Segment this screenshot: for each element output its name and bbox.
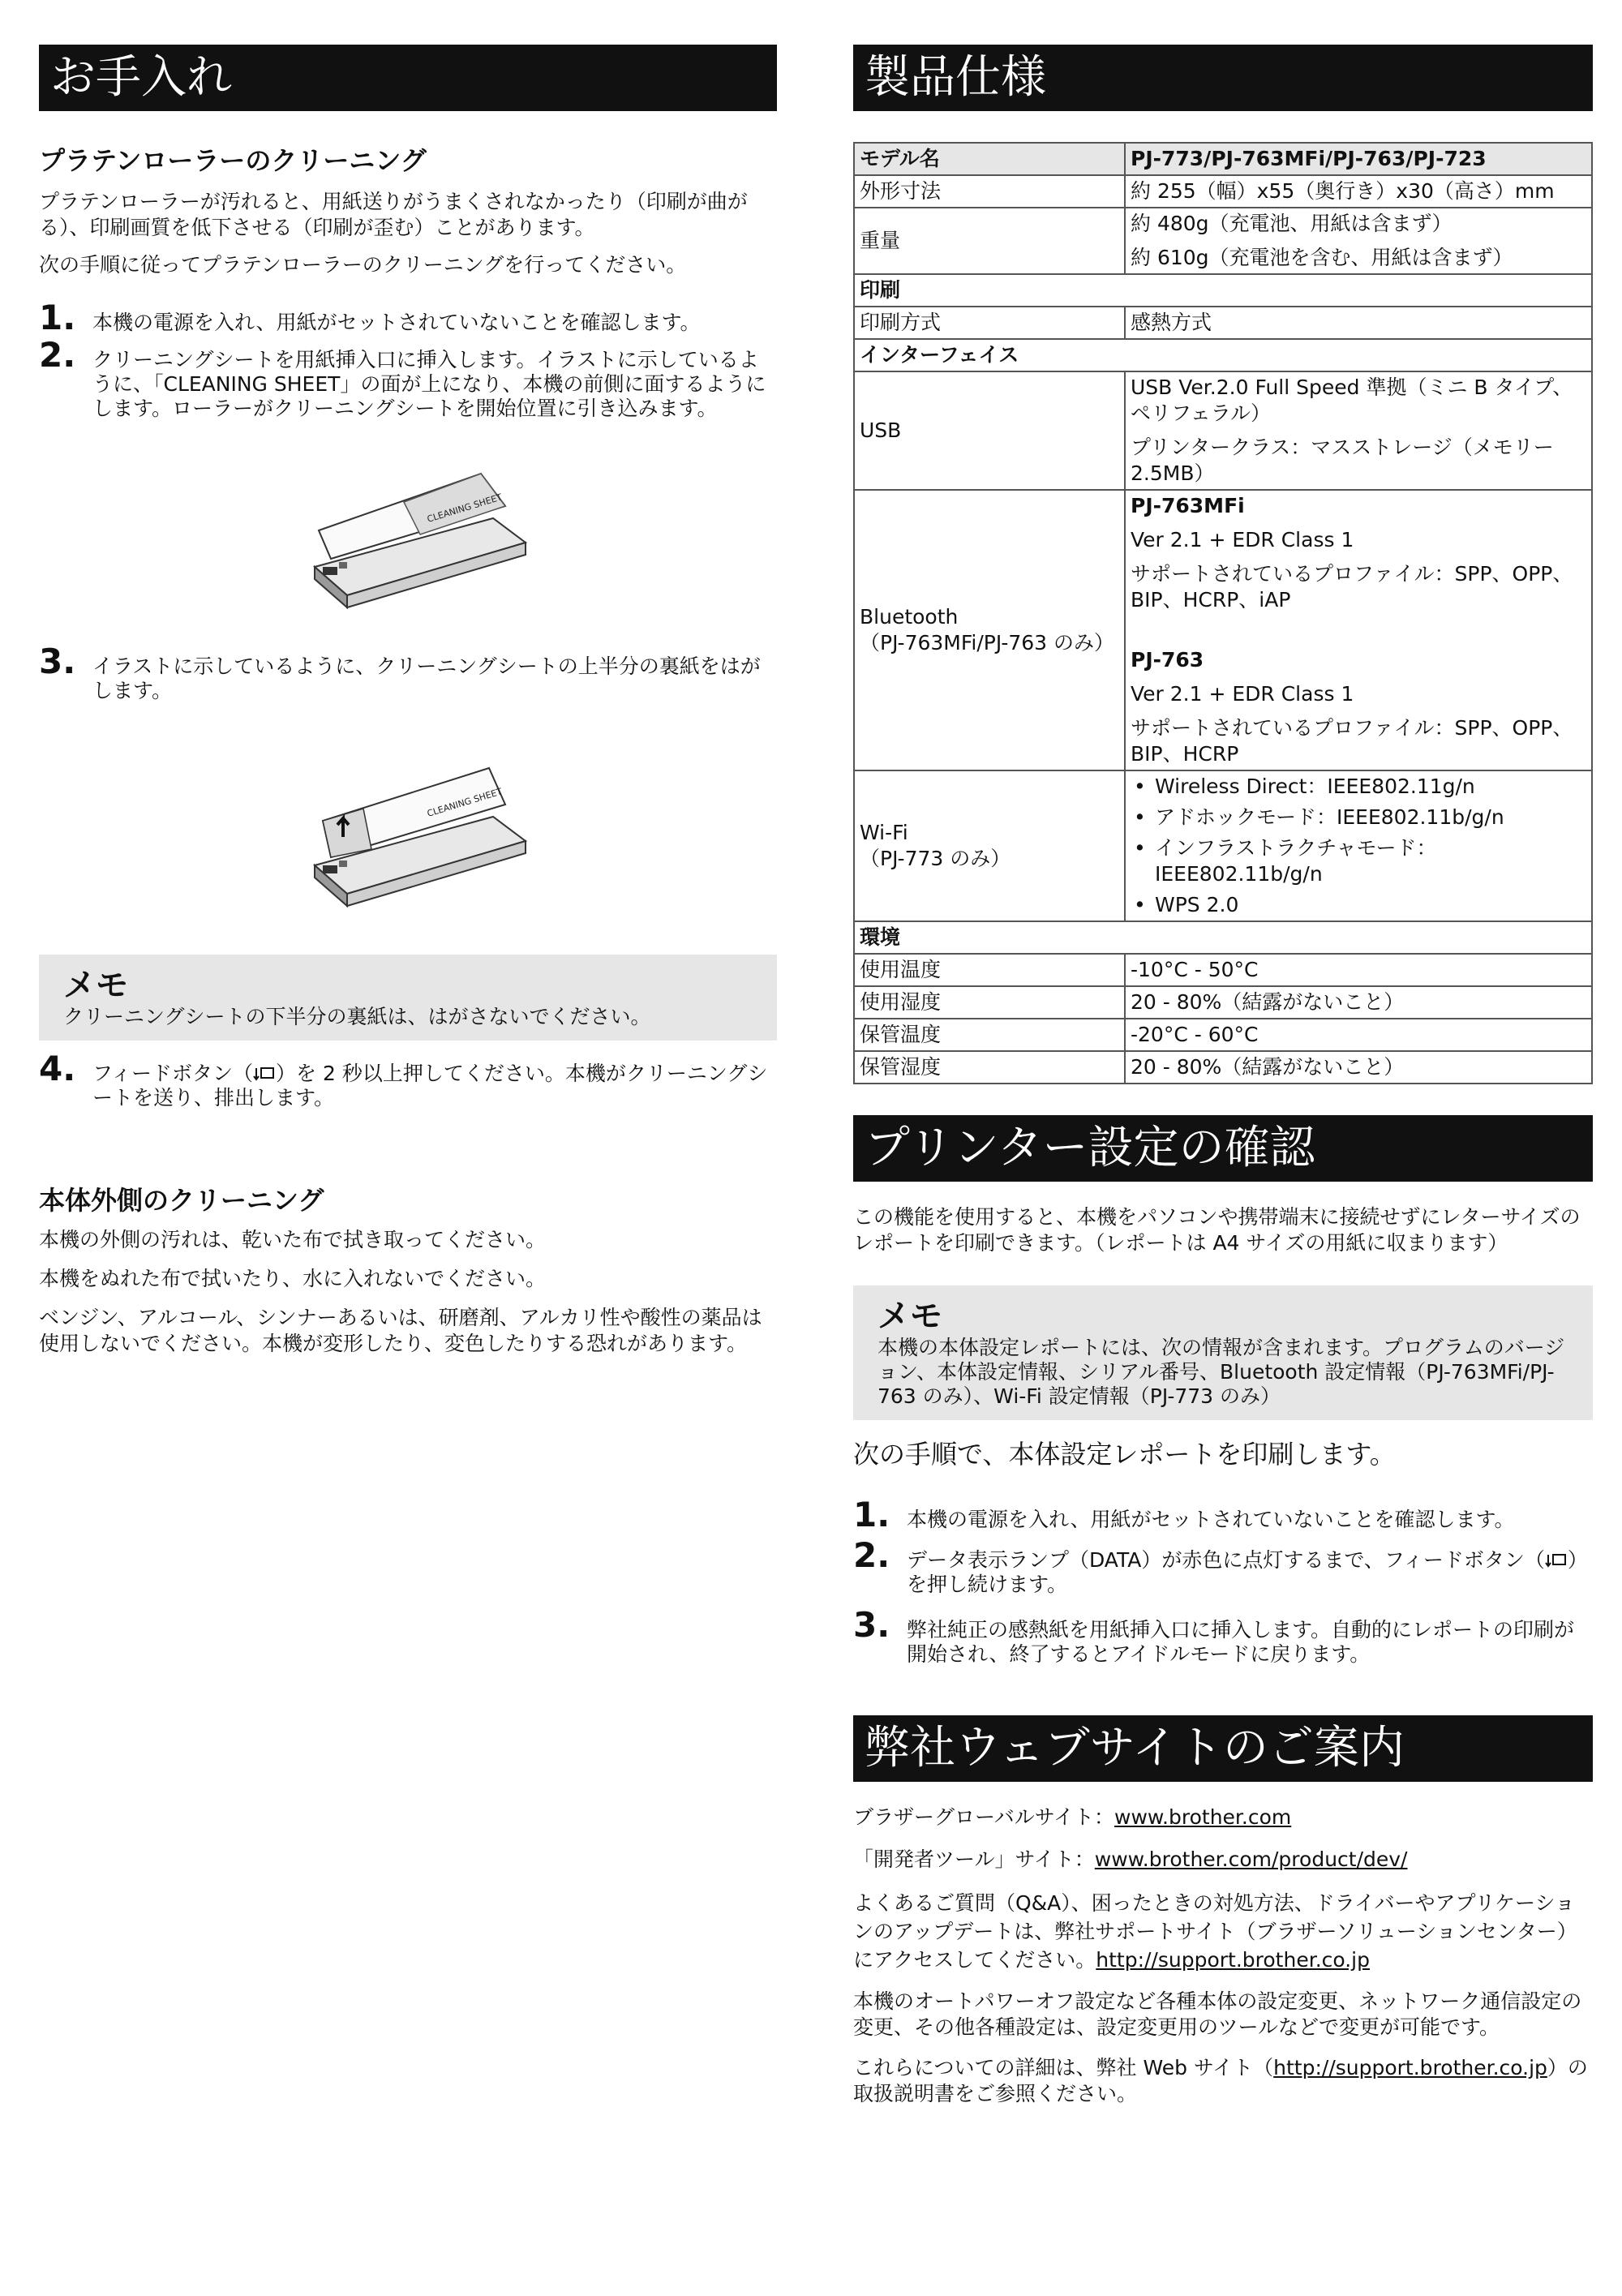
spec-label: 使用温度: [854, 954, 1125, 986]
wifi-label-note: （PJ-773 のみ）: [860, 847, 1011, 870]
memo-box-settings: [853, 1285, 1593, 1420]
list-item: • Wireless Direct：IEEE802.11g/n: [1131, 774, 1586, 800]
weight-value-1: 約 480g（充電池、用紙は含まず）: [1131, 212, 1453, 235]
printer-peel-sheet-image: [307, 760, 542, 922]
spec-value: [1125, 770, 1592, 921]
step-text: 本機の電源を入れ、用紙がセットされていないことを確認します。: [92, 311, 701, 334]
spec-value: [1125, 208, 1592, 274]
details-text-b: ）の取扱説明書をご参照ください。: [853, 2056, 1588, 2105]
body-cleaning-heading: 本体外側のクリーニング: [39, 1185, 324, 1216]
section-title-maintenance: お手入れ: [39, 45, 777, 111]
platen-instruction: 次の手順に従ってプラテンローラーのクリーニングを行ってください。: [39, 253, 687, 277]
feed-button-icon: [1545, 1551, 1568, 1569]
dev-site-link[interactable]: www.brother.com/product/dev/: [1094, 1848, 1408, 1871]
usb-value-2: プリンタークラス：マスストレージ（メモリー 2.5MB）: [1131, 436, 1554, 485]
table-row: [854, 274, 1592, 307]
details-text-a: これらについての詳細は、弊社 Web サイト（: [853, 2056, 1274, 2079]
check-step-2: [853, 1535, 1593, 1597]
table-row: [854, 208, 1592, 274]
step-number: 2.: [853, 1535, 890, 1575]
global-site-line: [853, 1805, 1593, 1830]
spec-label: モデル名: [854, 143, 1125, 175]
spec-label: 使用湿度: [854, 986, 1125, 1019]
memo-box-platen: [39, 955, 777, 1041]
platen-step-2: [39, 335, 777, 421]
printer-illustration-insert: [39, 461, 777, 632]
spec-value: -10°C - 50°C: [1125, 954, 1592, 986]
check-intro: この機能を使用すると、本機をパソコンや携帯端末に接続せずにレターサイズのレポートを印刷できます。（レポートは A4 サイズの用紙に収まります）: [853, 1205, 1581, 1255]
table-row: [854, 371, 1592, 490]
body-cleaning-p3: ベンジン、アルコール、シンナーあるいは、研磨剤、アルカリ性や酸性の薬品は使用しないでください。本機が変形したり、変色したりする恐れがあります。: [39, 1306, 762, 1355]
platen-intro: プラテンローラーが汚れると、用紙送りがうまくされなかったり（印刷が曲がる）、印刷画質を低下させる（印刷が歪む）ことがあります。: [39, 190, 748, 239]
spec-group-print: 印刷: [854, 274, 1592, 307]
spec-label: USB: [854, 371, 1125, 490]
spec-label: 印刷方式: [854, 307, 1125, 339]
support-text: よくあるご質問（Q&A）、困ったときの対処方法、ドライバーやアプリケーションのアップデートは、弊社サポートサイト（ブラザーソリューションセンター）にアクセスしてください。: [853, 1891, 1577, 1972]
spec-value: 20 - 80%（結露がないこと）: [1125, 986, 1592, 1019]
platen-step-3: [39, 642, 777, 703]
step-number: 3.: [39, 642, 76, 681]
left-column: [39, 45, 777, 1357]
memo-body: 本機の本体設定レポートには、次の情報が含まれます。プログラムのバージョン、本体設定情報、シリアル番号、Bluetooth 設定情報（PJ-763MFi/PJ-763 のみ）、Wi-Fi 設定情報（PJ-773 のみ）: [878, 1336, 1565, 1408]
dev-site-line: [853, 1847, 1593, 1873]
details-support-link[interactable]: http://support.brother.co.jp: [1273, 2056, 1547, 2079]
step-text: クリーニングシートを用紙挿入口に挿入します。イラストに示しているように、「CLEANING SHEET」の面が上になり、本機の前側に面するようにします。ローラーがクリーニングシートを開始位置に引き込みます。: [92, 348, 766, 420]
step-text: 本機の電源を入れ、用紙がセットされていないことを確認します。: [907, 1508, 1515, 1531]
list-item: • WPS 2.0: [1131, 892, 1586, 918]
support-site-link[interactable]: http://support.brother.co.jp: [1096, 1948, 1370, 1972]
wifi-label: Wi-Fi: [860, 821, 908, 844]
feed-button-icon: [253, 1065, 276, 1083]
spec-group-interface: インターフェイス: [854, 339, 1592, 371]
table-row: [854, 490, 1592, 770]
memo-title: メモ: [63, 967, 128, 1004]
list-item: • アドホックモード：IEEE802.11b/g/n: [1131, 805, 1586, 830]
check-lead: 次の手順で、本体設定レポートを印刷します。: [853, 1439, 1396, 1470]
step-text: イラストに示しているように、クリーニングシートの上半分の裏紙をはがします。: [92, 654, 761, 702]
section-title-check-settings: プリンター設定の確認: [853, 1115, 1593, 1182]
bt-model-1-version: Ver 2.1 + EDR Class 1: [1131, 528, 1354, 551]
table-row: [854, 954, 1592, 986]
dev-site-label: 「開発者ツール」サイト：: [853, 1848, 1095, 1871]
step-text-b: ）を押し続けます。: [907, 1548, 1588, 1596]
spec-value: PJ-773/PJ-763MFi/PJ-763/PJ-723: [1125, 143, 1592, 175]
printer-with-sheet-image: [307, 461, 542, 624]
details-paragraph: [853, 2055, 1593, 2107]
usb-value-1: USB Ver.2.0 Full Speed 準拠（ミニ B タイプ、ペリフェラル）: [1131, 376, 1573, 425]
spec-table: [853, 142, 1593, 1084]
right-column: [853, 45, 1593, 2107]
step-text-a: フィードボタン（: [92, 1062, 254, 1085]
global-site-link[interactable]: www.brother.com: [1114, 1805, 1292, 1829]
platen-cleaning-heading: プラテンローラーのクリーニング: [39, 145, 427, 176]
spec-label: [854, 490, 1125, 770]
bt-model-2-version: Ver 2.1 + EDR Class 1: [1131, 682, 1354, 706]
step-number: 4.: [39, 1049, 76, 1088]
weight-value-2: 約 610g（充電池を含む、用紙は含まず）: [1131, 246, 1513, 269]
table-row: [854, 1051, 1592, 1084]
settings-paragraph: 本機のオートパワーオフ設定など各種本体の設定変更、ネットワーク通信設定の変更、その他各種設定は、設定変更用のツールなどで変更が可能です。: [853, 1989, 1582, 2039]
table-row: [854, 770, 1592, 921]
platen-step-1: [39, 298, 777, 337]
wifi-list: [1131, 774, 1586, 918]
sheet-label: CLEANING SHEET: [426, 786, 504, 819]
spec-label: 外形寸法: [854, 175, 1125, 208]
spec-value: [1125, 490, 1592, 770]
step-number: 3.: [853, 1605, 890, 1645]
check-step-1: [853, 1495, 1593, 1534]
support-paragraph: [853, 1889, 1593, 1974]
step-text: 弊社純正の感熱紙を用紙挿入口に挿入します。自動的にレポートの印刷が開始され、終了するとアイドルモードに戻ります。: [907, 1618, 1575, 1666]
global-site-label: ブラザーグローバルサイト：: [853, 1805, 1115, 1829]
spec-group-environment: 環境: [854, 921, 1592, 954]
body-cleaning-p2: 本機をぬれた布で拭いたり、水に入れないでください。: [39, 1267, 547, 1290]
spec-value: -20°C - 60°C: [1125, 1019, 1592, 1051]
section-title-specs: 製品仕様: [853, 45, 1593, 111]
step-text-a: データ表示ランプ（DATA）が赤色に点灯するまで、フィードボタン（: [907, 1548, 1545, 1572]
table-row: [854, 143, 1592, 175]
sheet-label: CLEANING SHEET: [426, 491, 504, 525]
spec-value: 20 - 80%（結露がないこと）: [1125, 1051, 1592, 1084]
table-row: [854, 921, 1592, 954]
spec-label: 保管湿度: [854, 1051, 1125, 1084]
bluetooth-label: Bluetooth: [860, 605, 959, 629]
bt-model-1: PJ-763MFi: [1131, 494, 1245, 517]
table-row: [854, 986, 1592, 1019]
spec-label: 重量: [854, 208, 1125, 274]
table-row: [854, 1019, 1592, 1051]
step-number: 2.: [39, 335, 76, 375]
table-row: [854, 175, 1592, 208]
spec-value: [1125, 371, 1592, 490]
spec-value: 感熱方式: [1125, 307, 1592, 339]
memo-body: クリーニングシートの下半分の裏紙は、はがさないでください。: [63, 1005, 651, 1028]
bluetooth-label-note: （PJ-763MFi/PJ-763 のみ）: [860, 631, 1115, 654]
bt-model-2: PJ-763: [1131, 648, 1204, 672]
check-step-3: [853, 1605, 1593, 1667]
body-cleaning-p1: 本機の外側の汚れは、乾いた布で拭き取ってください。: [39, 1228, 547, 1251]
spec-value: 約 255（幅）x55（奥行き）x30（高さ）mm: [1125, 175, 1592, 208]
table-row: [854, 339, 1592, 371]
step-number: 1.: [853, 1495, 890, 1534]
spec-label: 保管温度: [854, 1019, 1125, 1051]
table-row: [854, 307, 1592, 339]
bt-model-2-profiles: サポートされているプロファイル：SPP、OPP、BIP、HCRP: [1131, 716, 1573, 766]
memo-title: メモ: [878, 1298, 942, 1335]
printer-illustration-peel: [39, 760, 777, 922]
platen-step-4: [39, 1049, 777, 1110]
section-title-website: 弊社ウェブサイトのご案内: [853, 1715, 1593, 1782]
list-item: • インフラストラクチャモード：IEEE802.11b/g/n: [1131, 835, 1586, 887]
step-text-b: ）を 2 秒以上押してください。本機がクリーニングシートを送り、排出します。: [92, 1062, 768, 1109]
spec-label: [854, 770, 1125, 921]
step-number: 1.: [39, 298, 76, 337]
bt-model-1-profiles: サポートされているプロファイル：SPP、OPP、BIP、HCRP、iAP: [1131, 562, 1573, 612]
